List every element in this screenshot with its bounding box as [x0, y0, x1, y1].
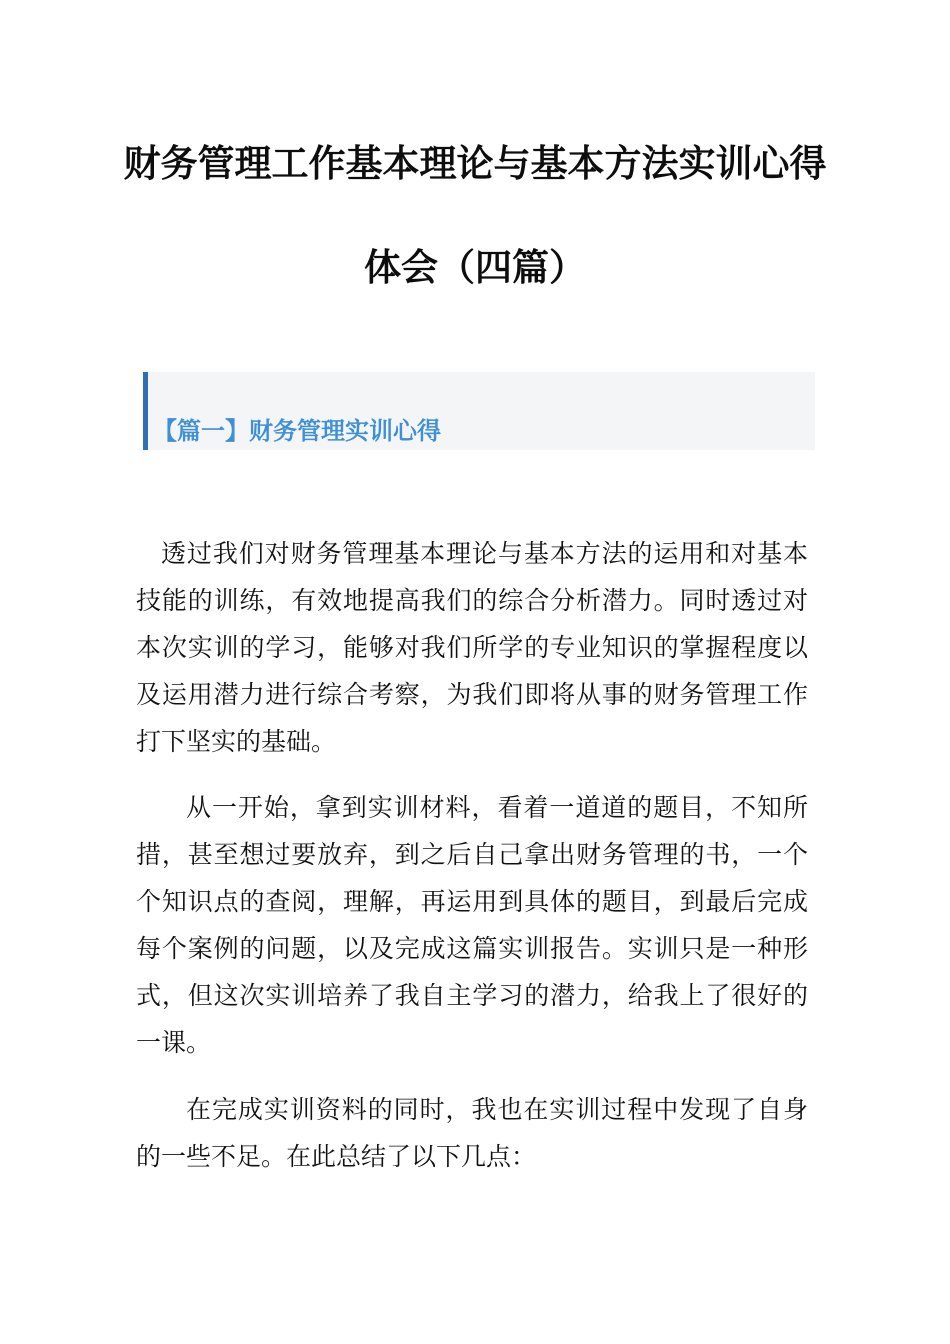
- section-heading: 【篇一】财务管理实训心得: [153, 417, 441, 445]
- document-title-line-2: 体会（四篇）: [364, 246, 586, 289]
- section-heading-box: [143, 372, 815, 450]
- document-title-line-1: 财务管理工作基本理论与基本方法实训心得: [123, 142, 827, 185]
- paragraph-3: 在完成实训资料的同时，我也在实训过程中发现了自身的一些不足。在此总结了以下几点：: [136, 1095, 808, 1171]
- paragraph-2: 从一开始，拿到实训材料，看着一道道的题目，不知所措，甚至想过要放弃，到之后自己拿出财务管理的书，一个个知识点的查阅，理解，再运用到具体的题目，到最后完成每个案例的问题，以及完成这篇实训报告。实训只是一种形式，但这次实训培养了我自主学习的潜力，给我上了很好的一课。: [136, 793, 808, 1057]
- paragraph-1: 透过我们对财务管理基本理论与基本方法的运用和对基本技能的训练，有效地提高我们的综合分析潜力。同时透过对本次实训的学习，能够对我们所学的专业知识的掌握程度以及运用潜力进行综合考察，为我们即将从事的财务管理工作打下坚实的基础。: [136, 539, 808, 756]
